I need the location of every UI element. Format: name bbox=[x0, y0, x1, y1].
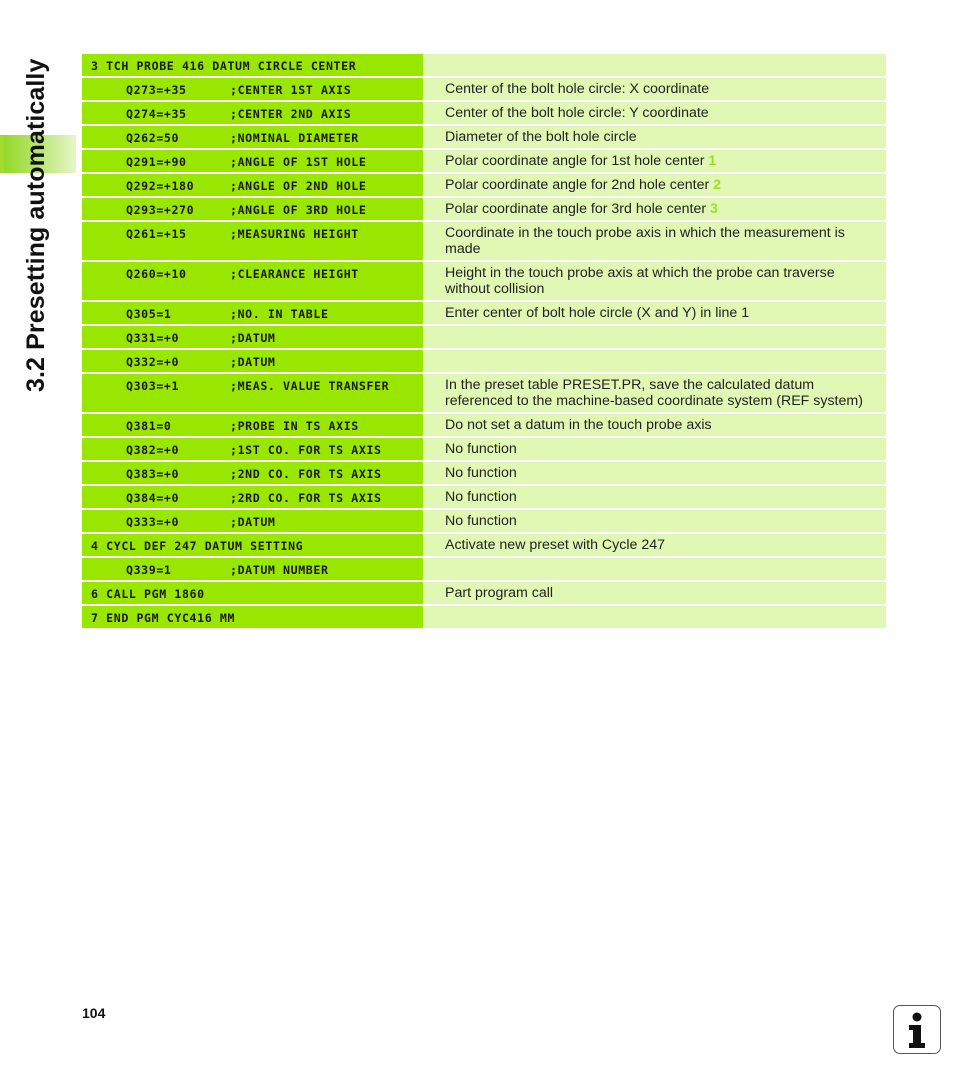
param-value: Q384=+0 bbox=[126, 491, 180, 505]
code-cell bbox=[82, 198, 423, 220]
table-row bbox=[82, 302, 886, 324]
table-row bbox=[82, 222, 886, 260]
description-cell bbox=[423, 150, 886, 172]
code-cell bbox=[82, 414, 423, 436]
code-cell bbox=[82, 510, 423, 532]
param-comment: ;NO. IN TABLE bbox=[230, 307, 329, 321]
block-line: 4 CYCL DEF 247 DATUM SETTING bbox=[91, 539, 304, 553]
hole-number-highlight: 1 bbox=[708, 153, 717, 169]
param-value: Q291=+90 bbox=[126, 155, 187, 169]
info-icon[interactable] bbox=[893, 1005, 941, 1054]
table-row bbox=[82, 510, 886, 532]
table-row bbox=[82, 78, 886, 100]
param-value: Q261=+15 bbox=[126, 227, 187, 241]
param-value: Q303=+1 bbox=[126, 379, 180, 393]
description-text: Center of the bolt hole circle: Y coordinate bbox=[445, 105, 709, 121]
table-row bbox=[82, 606, 886, 628]
description-cell bbox=[423, 438, 886, 460]
table-row bbox=[82, 350, 886, 372]
table-row bbox=[82, 486, 886, 508]
param-comment: ;CLEARANCE HEIGHT bbox=[230, 267, 359, 281]
table-row bbox=[82, 582, 886, 604]
code-cell bbox=[82, 262, 423, 300]
description-cell bbox=[423, 126, 886, 148]
code-cell bbox=[82, 534, 423, 556]
param-value: Q383=+0 bbox=[126, 467, 180, 481]
hole-number-highlight: 3 bbox=[710, 201, 718, 217]
param-value: Q332=+0 bbox=[126, 355, 180, 369]
param-value: Q382=+0 bbox=[126, 443, 180, 457]
table-row bbox=[82, 326, 886, 348]
description-text: Enter center of bolt hole circle (X and Y) in line 1 bbox=[445, 305, 750, 321]
param-comment: ;CENTER 2ND AXIS bbox=[230, 107, 352, 121]
param-value: Q292=+180 bbox=[126, 179, 195, 193]
code-cell bbox=[82, 222, 423, 260]
param-comment: ;PROBE IN TS AXIS bbox=[230, 419, 359, 433]
param-value: Q293=+270 bbox=[126, 203, 195, 217]
description-cell bbox=[423, 54, 886, 76]
code-cell bbox=[82, 582, 423, 604]
param-comment: ;ANGLE OF 3RD HOLE bbox=[230, 203, 367, 217]
code-cell bbox=[82, 438, 423, 460]
description-cell bbox=[423, 374, 886, 412]
description-text: No function bbox=[445, 489, 517, 505]
table-row bbox=[82, 558, 886, 580]
block-line: 6 CALL PGM 1860 bbox=[91, 587, 205, 601]
description-text: No function bbox=[445, 513, 517, 529]
hole-number-highlight: 2 bbox=[713, 177, 722, 193]
code-cell bbox=[82, 350, 423, 372]
code-cell bbox=[82, 174, 423, 196]
description-cell bbox=[423, 462, 886, 484]
description-cell bbox=[423, 174, 886, 196]
description-text: Center of the bolt hole circle: X coordinate bbox=[445, 81, 710, 97]
code-cell bbox=[82, 54, 423, 76]
param-value: Q274=+35 bbox=[126, 107, 187, 121]
param-comment: ;DATUM bbox=[230, 355, 276, 369]
code-cell bbox=[82, 462, 423, 484]
description-text: No function bbox=[445, 465, 517, 481]
description-cell bbox=[423, 262, 886, 300]
param-comment: ;MEASURING HEIGHT bbox=[230, 227, 359, 241]
code-cell bbox=[82, 78, 423, 100]
description-text: Polar coordinate angle for 1st hole center bbox=[445, 153, 709, 169]
table-row bbox=[82, 374, 886, 412]
description-cell bbox=[423, 222, 886, 260]
description-text: No function bbox=[445, 441, 517, 457]
description-cell bbox=[423, 198, 886, 220]
code-cell bbox=[82, 150, 423, 172]
description-cell bbox=[423, 326, 886, 348]
description-cell bbox=[423, 534, 886, 556]
table-row bbox=[82, 262, 886, 300]
table-row bbox=[82, 414, 886, 436]
param-comment: ;CENTER 1ST AXIS bbox=[230, 83, 352, 97]
description-text: Height in the touch probe axis at which the probe can traverse without collision bbox=[445, 265, 835, 297]
description-cell bbox=[423, 486, 886, 508]
table-row bbox=[82, 102, 886, 124]
description-cell bbox=[423, 558, 886, 580]
param-comment: ;2RD CO. FOR TS AXIS bbox=[230, 491, 382, 505]
param-value: Q331=+0 bbox=[126, 331, 180, 345]
description-text: Polar coordinate angle for 3rd hole center bbox=[445, 201, 710, 217]
param-comment: ;DATUM bbox=[230, 331, 276, 345]
param-comment: ;ANGLE OF 2ND HOLE bbox=[230, 179, 367, 193]
param-value: Q339=1 bbox=[126, 563, 172, 577]
code-cell bbox=[82, 326, 423, 348]
section-title: 3.2 Presetting automatically bbox=[22, 58, 50, 392]
description-cell bbox=[423, 510, 886, 532]
description-cell bbox=[423, 350, 886, 372]
code-cell bbox=[82, 558, 423, 580]
description-cell bbox=[423, 606, 886, 628]
param-comment: ;1ST CO. FOR TS AXIS bbox=[230, 443, 382, 457]
description-text: Diameter of the bolt hole circle bbox=[445, 129, 637, 145]
block-line: 3 TCH PROBE 416 DATUM CIRCLE CENTER bbox=[91, 59, 357, 73]
param-comment: ;DATUM NUMBER bbox=[230, 563, 329, 577]
block-line: 7 END PGM CYC416 MM bbox=[91, 611, 236, 625]
description-cell bbox=[423, 582, 886, 604]
info-icon-glyph bbox=[894, 1006, 939, 1052]
param-comment: ;MEAS. VALUE TRANSFER bbox=[230, 379, 390, 393]
param-value: Q262=50 bbox=[126, 131, 180, 145]
param-value: Q305=1 bbox=[126, 307, 172, 321]
table-row bbox=[82, 198, 886, 220]
table-row bbox=[82, 438, 886, 460]
description-text: Activate new preset with Cycle 247 bbox=[445, 537, 666, 553]
param-value: Q260=+10 bbox=[126, 267, 187, 281]
param-comment: ;NOMINAL DIAMETER bbox=[230, 131, 359, 145]
table-row bbox=[82, 54, 886, 76]
code-cell bbox=[82, 374, 423, 412]
param-value: Q381=0 bbox=[126, 419, 172, 433]
program-table bbox=[82, 54, 886, 630]
description-text: In the preset table PRESET.PR, save the calculated datum referenced to the machine-based coordinate system (REF system) bbox=[445, 377, 863, 409]
description-cell bbox=[423, 78, 886, 100]
param-comment: ;2ND CO. FOR TS AXIS bbox=[230, 467, 382, 481]
description-text: Part program call bbox=[445, 585, 554, 601]
code-cell bbox=[82, 606, 423, 628]
param-comment: ;DATUM bbox=[230, 515, 276, 529]
description-text: Coordinate in the touch probe axis in which the measurement is made bbox=[445, 225, 845, 257]
code-cell bbox=[82, 102, 423, 124]
section-tab-edge bbox=[0, 135, 4, 173]
table-row bbox=[82, 534, 886, 556]
code-cell bbox=[82, 486, 423, 508]
param-value: Q333=+0 bbox=[126, 515, 180, 529]
param-value: Q273=+35 bbox=[126, 83, 187, 97]
description-text: Polar coordinate angle for 2nd hole center bbox=[445, 177, 714, 193]
table-row bbox=[82, 462, 886, 484]
code-cell bbox=[82, 302, 423, 324]
description-cell bbox=[423, 102, 886, 124]
description-cell bbox=[423, 414, 886, 436]
table-row bbox=[82, 126, 886, 148]
table-row bbox=[82, 150, 886, 172]
page-number: 104 bbox=[82, 1005, 106, 1021]
table-row bbox=[82, 174, 886, 196]
param-comment: ;ANGLE OF 1ST HOLE bbox=[230, 155, 367, 169]
code-cell bbox=[82, 126, 423, 148]
description-cell bbox=[423, 302, 886, 324]
description-text: Do not set a datum in the touch probe axis bbox=[445, 417, 712, 433]
